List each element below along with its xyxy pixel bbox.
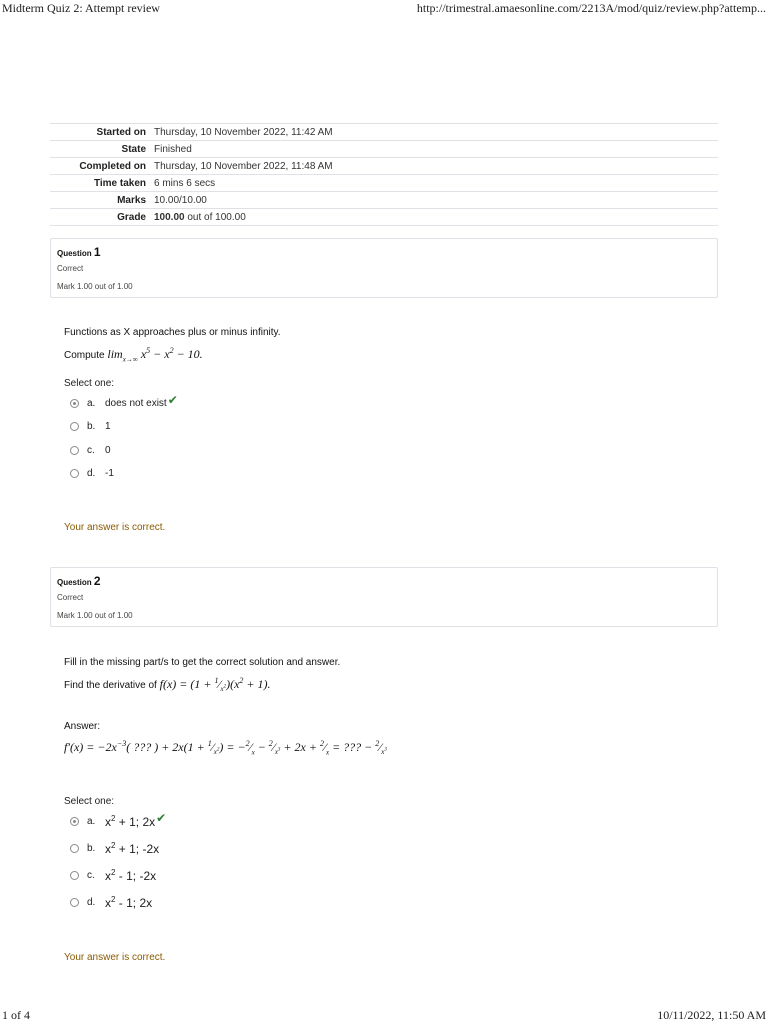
summary-row <box>50 158 718 175</box>
question-state: Correct <box>57 593 84 602</box>
question-2-text: Fill in the missing part/s to get the correct solution and answer. <box>64 657 341 668</box>
option-text: $x^2 - 1$; 2x <box>105 894 153 910</box>
question-1-feedback: Your answer is correct. <box>64 522 166 533</box>
summary-label: Completed on <box>50 158 150 175</box>
option-letter: d. <box>87 467 96 479</box>
summary-label: Time taken <box>50 175 150 192</box>
radio-button[interactable] <box>70 871 79 880</box>
select-one-label: Select one: <box>64 796 115 807</box>
question-1-text: Functions as X approaches plus or minus infinity. <box>64 327 281 338</box>
summary-value: Thursday, 10 November 2022, 11:48 AM <box>150 158 718 175</box>
question-number: Question 1 <box>57 245 101 259</box>
option-letter: c. <box>87 869 95 881</box>
answer-label: Answer: <box>64 721 101 732</box>
summary-label: State <box>50 141 150 158</box>
summary-label: Grade <box>50 209 150 226</box>
summary-value: Thursday, 10 November 2022, 11:42 AM <box>150 124 718 141</box>
radio-button[interactable] <box>70 422 79 431</box>
correct-check-icon: ✔ <box>167 393 178 407</box>
page-url: http://trimestral.amaesonline.com/2213A/mod/quiz/review.php?attemp... <box>416 1 766 15</box>
radio-button[interactable] <box>70 844 79 853</box>
summary-row <box>50 175 718 192</box>
option-text: does not exist <box>105 397 167 409</box>
question-1-prompt: Compute $\lim_{x\to\infty} x^5 - x^2 - 10$. <box>64 346 203 364</box>
question-2-info <box>50 567 718 627</box>
print-header <box>0 0 768 18</box>
select-one-label: Select one: <box>64 378 115 389</box>
answer-option-d[interactable] <box>70 895 152 909</box>
option-letter: c. <box>87 444 95 456</box>
summary-value: Finished <box>150 141 718 158</box>
radio-button[interactable] <box>70 399 79 408</box>
option-letter: a. <box>87 815 96 827</box>
print-footer <box>0 1006 768 1024</box>
option-letter: b. <box>87 842 96 854</box>
radio-button[interactable] <box>70 446 79 455</box>
summary-row <box>50 124 718 141</box>
option-text: 1 <box>105 420 111 432</box>
answer-option-c[interactable] <box>70 443 111 457</box>
question-1-formula: $\lim_{x\to\infty} x^5 - x^2 - 10$. <box>107 346 203 364</box>
summary-row <box>50 141 718 158</box>
answer-option-b[interactable] <box>70 841 159 855</box>
question-2-formula: $f(x) = (1 + ^1⁄_{x^2})(x^2 + 1)$. <box>159 676 271 694</box>
question-1-info <box>50 238 718 298</box>
summary-label: Started on <box>50 124 150 141</box>
question-state: Correct <box>57 264 84 273</box>
print-datetime: 10/11/2022, 11:50 AM <box>657 1008 766 1022</box>
question-mark: Mark 1.00 out of 1.00 <box>57 611 133 620</box>
option-letter: d. <box>87 896 96 908</box>
option-text: $x^2 - 1$; -2x <box>105 867 157 883</box>
summary-value: 10.00/10.00 <box>150 192 718 209</box>
option-letter: a. <box>87 397 96 409</box>
option-text: $x^2 + 1$; -2x <box>105 840 160 856</box>
option-text: -1 <box>105 467 114 479</box>
radio-button[interactable] <box>70 817 79 826</box>
radio-button[interactable] <box>70 898 79 907</box>
answer-option-d[interactable] <box>70 466 114 480</box>
page-number: 1 of 4 <box>2 1008 30 1022</box>
option-text: $x^2 + 1$; 2x <box>105 813 156 829</box>
question-number: Question 2 <box>57 574 101 588</box>
page-title: Midterm Quiz 2: Attempt review <box>2 1 160 15</box>
summary-value: 6 mins 6 secs <box>150 175 718 192</box>
grade-out-of: out of 100.00 <box>184 211 246 223</box>
question-mark: Mark 1.00 out of 1.00 <box>57 282 133 291</box>
grade-value: 100.00 <box>154 211 185 223</box>
answer-option-a[interactable] <box>70 393 178 410</box>
summary-label: Marks <box>50 192 150 209</box>
summary-row <box>50 209 718 226</box>
question-2-prompt: Find the derivative of $f(x) = (1 + ^1⁄_{x^2})(x^2 + 1)$. <box>64 676 271 694</box>
correct-check-icon: ✔ <box>156 811 167 825</box>
answer-option-a[interactable] <box>70 811 167 829</box>
question-2-feedback: Your answer is correct. <box>64 952 166 963</box>
summary-row <box>50 192 718 209</box>
summary-value <box>150 209 718 226</box>
radio-button[interactable] <box>70 469 79 478</box>
answer-formula: $f'(x) = -2x^{-3}$( ??? ) + $2x(1 + ^1⁄_{x^2})$ = $-^2⁄_x$ − $^2⁄_{x^3} + 2x$ + $^2⁄_x$ = ??? − $^2⁄_{x^3}$ <box>64 739 387 757</box>
answer-option-c[interactable] <box>70 868 156 882</box>
attempt-summary-table <box>50 123 718 226</box>
answer-option-b[interactable] <box>70 419 111 433</box>
option-text: 0 <box>105 444 111 456</box>
option-letter: b. <box>87 420 96 432</box>
